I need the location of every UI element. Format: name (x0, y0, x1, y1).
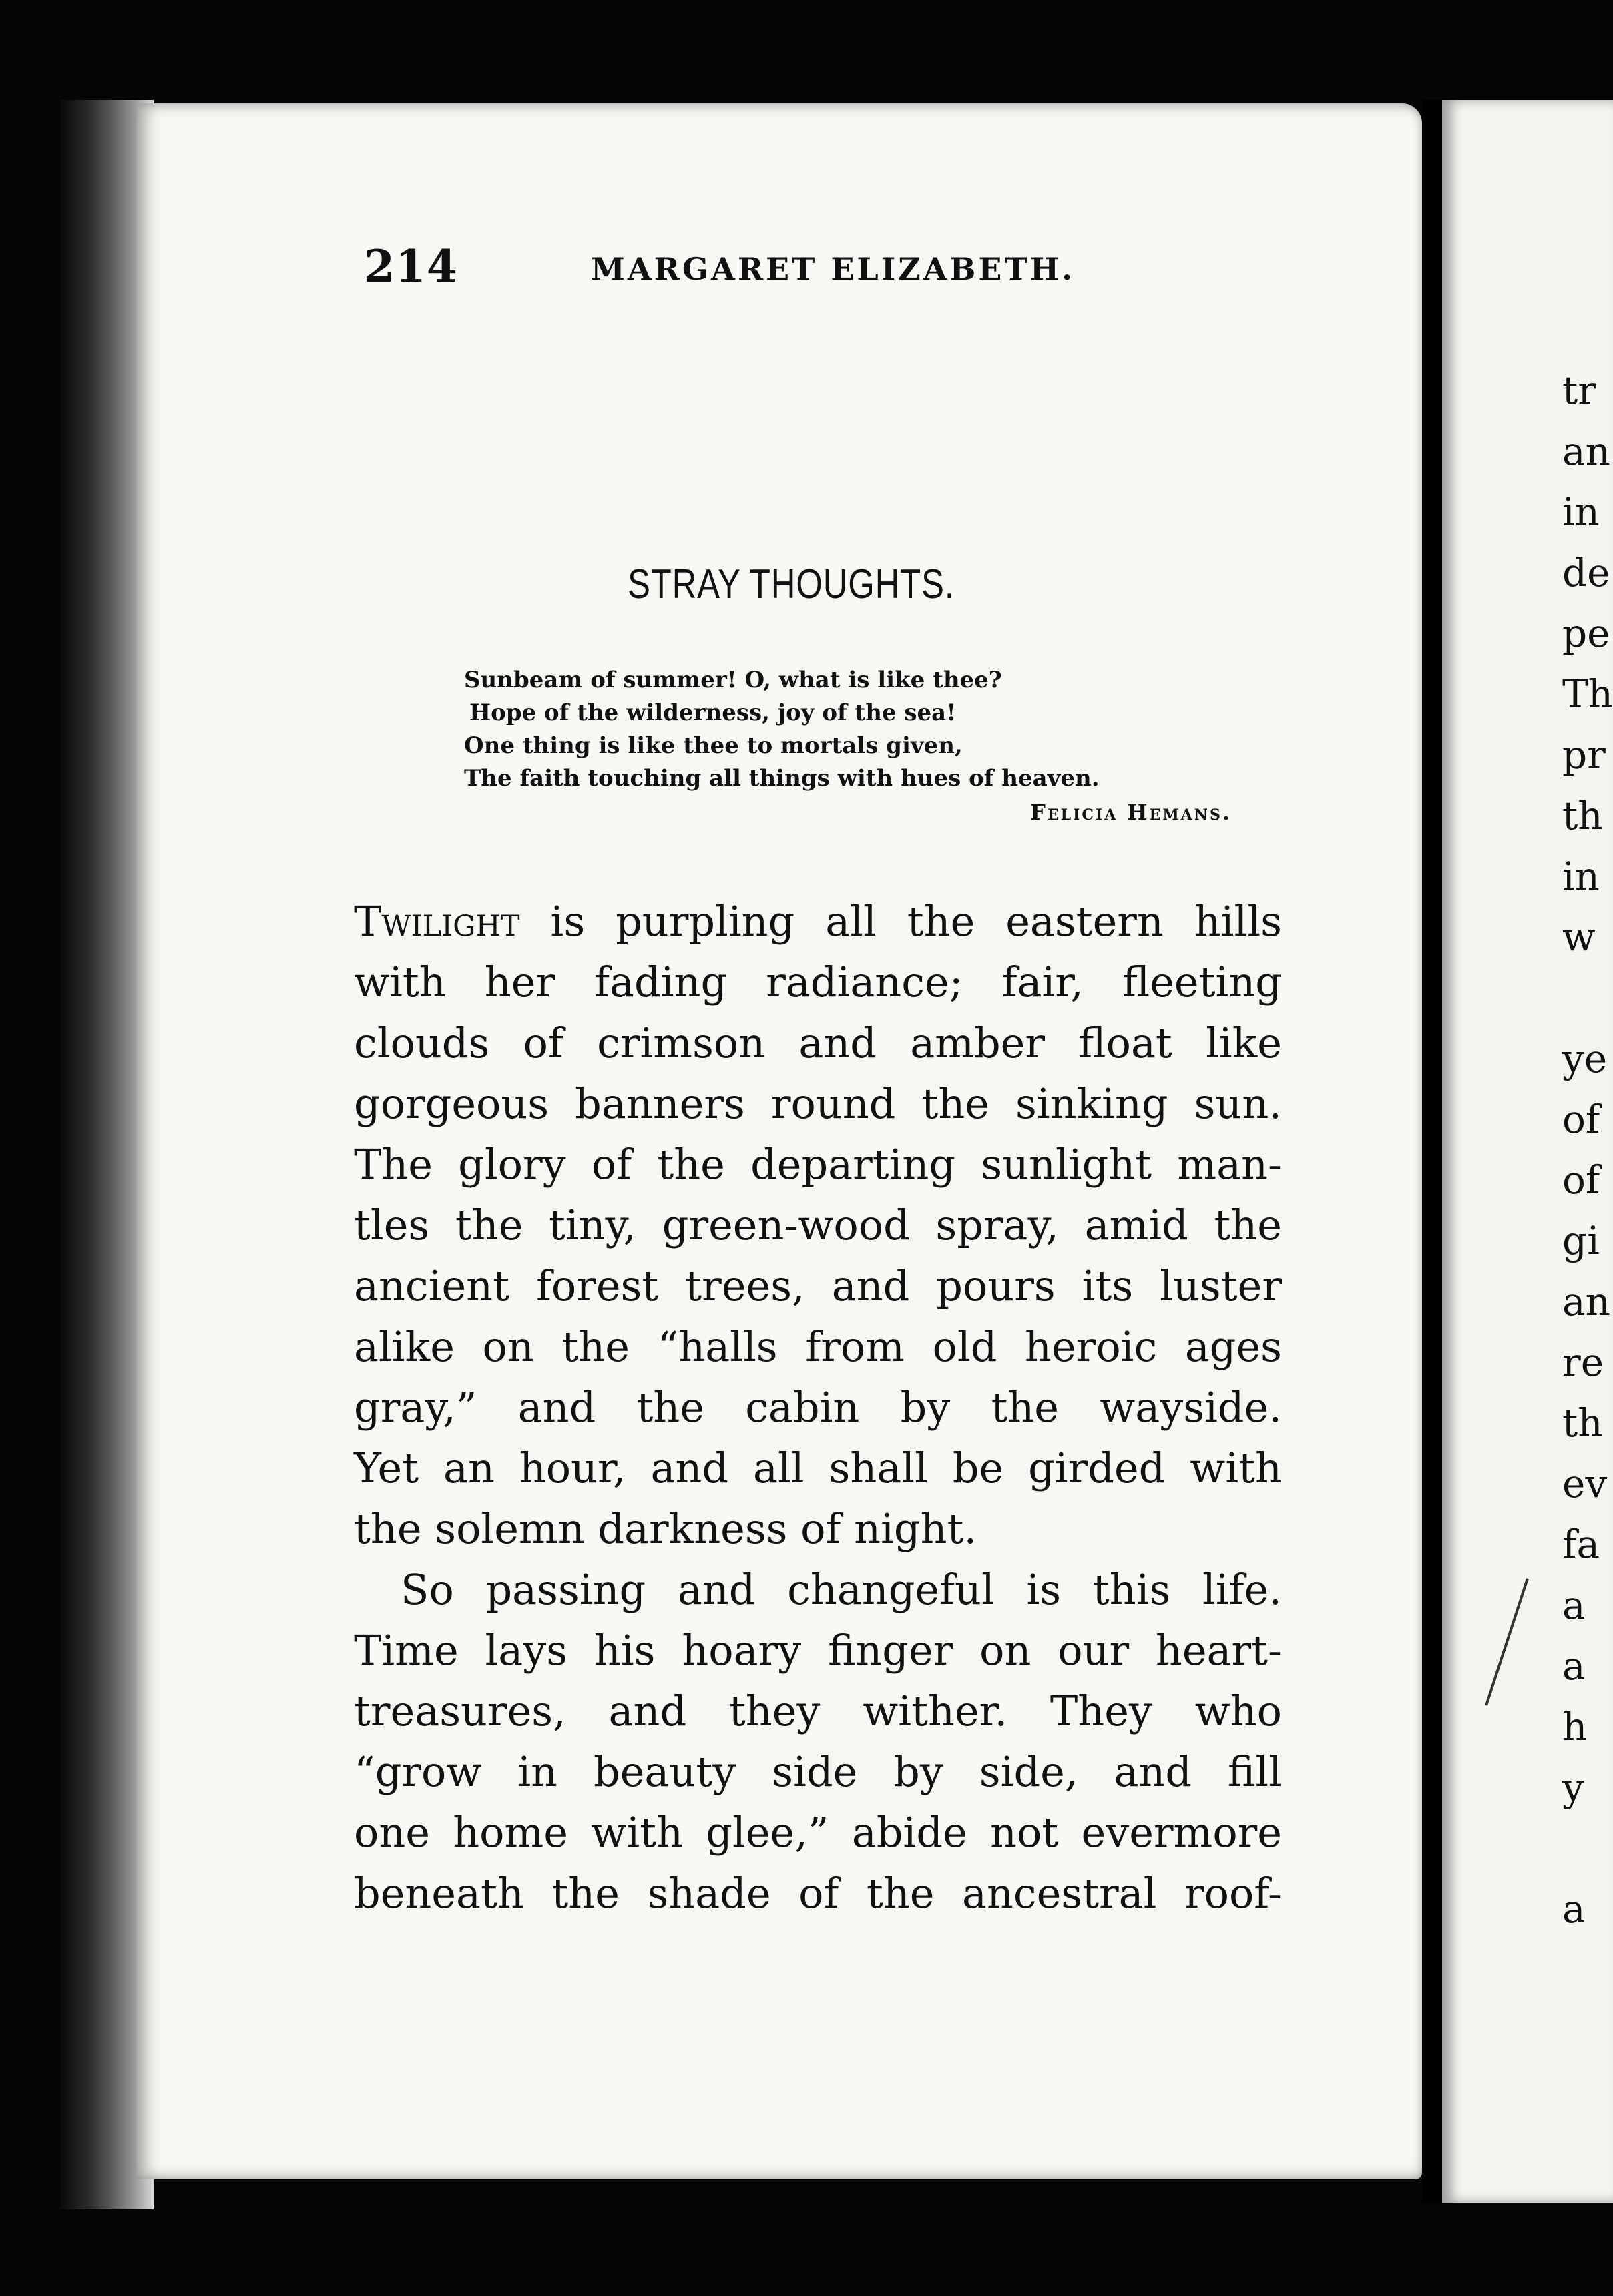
facing-fragment (1562, 1818, 1613, 1879)
facing-fragment: in (1562, 489, 1600, 535)
facing-fragment: pr (1562, 732, 1606, 778)
facing-fragment: of (1562, 1157, 1600, 1203)
body-line: So passing and changeful is this life. (401, 1565, 1282, 1614)
facing-fragment: th (1562, 1400, 1603, 1446)
body-line: tles the tiny, green-wood spray, amid the (354, 1201, 1282, 1249)
facing-fragment: ye (1562, 1036, 1608, 1081)
epigraph-attribution: Felicia Hemans. (1030, 800, 1232, 825)
body-line: with her fading radiance; fair, fleeting (354, 958, 1282, 1007)
page-gutter (1422, 100, 1442, 2203)
body-line-rest: is purpling all the eastern hills (519, 897, 1282, 946)
facing-fragment: a (1562, 1583, 1586, 1628)
facing-fragment: gi (1562, 1218, 1600, 1263)
body-line: Time lays his hoary finger on our heart- (354, 1626, 1282, 1675)
body-line: ancient forest trees, and pours its luster (354, 1261, 1282, 1310)
facing-fragment: tr (1562, 368, 1597, 413)
facing-fragment: pe (1562, 611, 1610, 656)
facing-fragment: ev (1562, 1461, 1608, 1506)
facing-fragment: a (1562, 1643, 1586, 1689)
epigraph-line: The faith touching all things with hues of heaven. (464, 765, 1100, 792)
epigraph-line: Sunbeam of summer! O, what is like thee? (464, 667, 1002, 693)
body-line: the solemn darkness of night. (354, 1504, 977, 1553)
facing-fragment: an (1562, 1279, 1610, 1324)
facing-fragment (1562, 968, 1613, 1029)
body-line (354, 891, 1282, 952)
facing-fragment: Th (1562, 671, 1613, 717)
facing-fragment: fa (1562, 1522, 1600, 1567)
facing-fragment: th (1562, 793, 1603, 838)
facing-fragment: w (1562, 914, 1596, 960)
book-title: MARGARET ELIZABETH. (591, 251, 1076, 287)
body-text (354, 891, 1282, 1924)
chapter-title: STRAY THOUGHTS. (628, 561, 955, 607)
facing-fragment: de (1562, 550, 1610, 595)
facing-fragment: of (1562, 1097, 1600, 1142)
body-line: gray,” and the cabin by the wayside. (354, 1383, 1282, 1432)
epigraph (464, 664, 1305, 829)
facing-fragment: h (1562, 1704, 1588, 1749)
body-line: one home with glee,” abide not evermore (354, 1808, 1282, 1857)
body-line: alike on the “halls from old heroic ages (354, 1322, 1282, 1371)
facing-fragment: a (1562, 1886, 1586, 1932)
body-line: gorgeous banners round the sinking sun. (354, 1079, 1282, 1128)
body-line: Yet an hour, and all shall be girded with (354, 1444, 1282, 1492)
first-word: Twilight (354, 897, 520, 946)
facing-fragment: an (1562, 428, 1610, 474)
epigraph-line: Hope of the wilderness, joy of the sea! (469, 699, 957, 726)
body-line: clouds of crimson and amber float like (354, 1019, 1282, 1067)
facing-page-text (1562, 360, 1613, 1940)
body-line: The glory of the departing sunlight man- (354, 1140, 1282, 1189)
body-line: treasures, and they wither. They who (354, 1687, 1282, 1735)
facing-fragment: in (1562, 854, 1600, 899)
body-line: “grow in beauty side by side, and fill (354, 1747, 1282, 1796)
facing-fragment: y (1562, 1765, 1584, 1810)
epigraph-line: One thing is like thee to mortals given, (464, 732, 963, 759)
body-line: beneath the shade of the ancestral roof- (354, 1869, 1282, 1918)
page-number: 214 (364, 240, 458, 292)
facing-fragment: re (1562, 1340, 1604, 1385)
running-head (364, 240, 1365, 294)
